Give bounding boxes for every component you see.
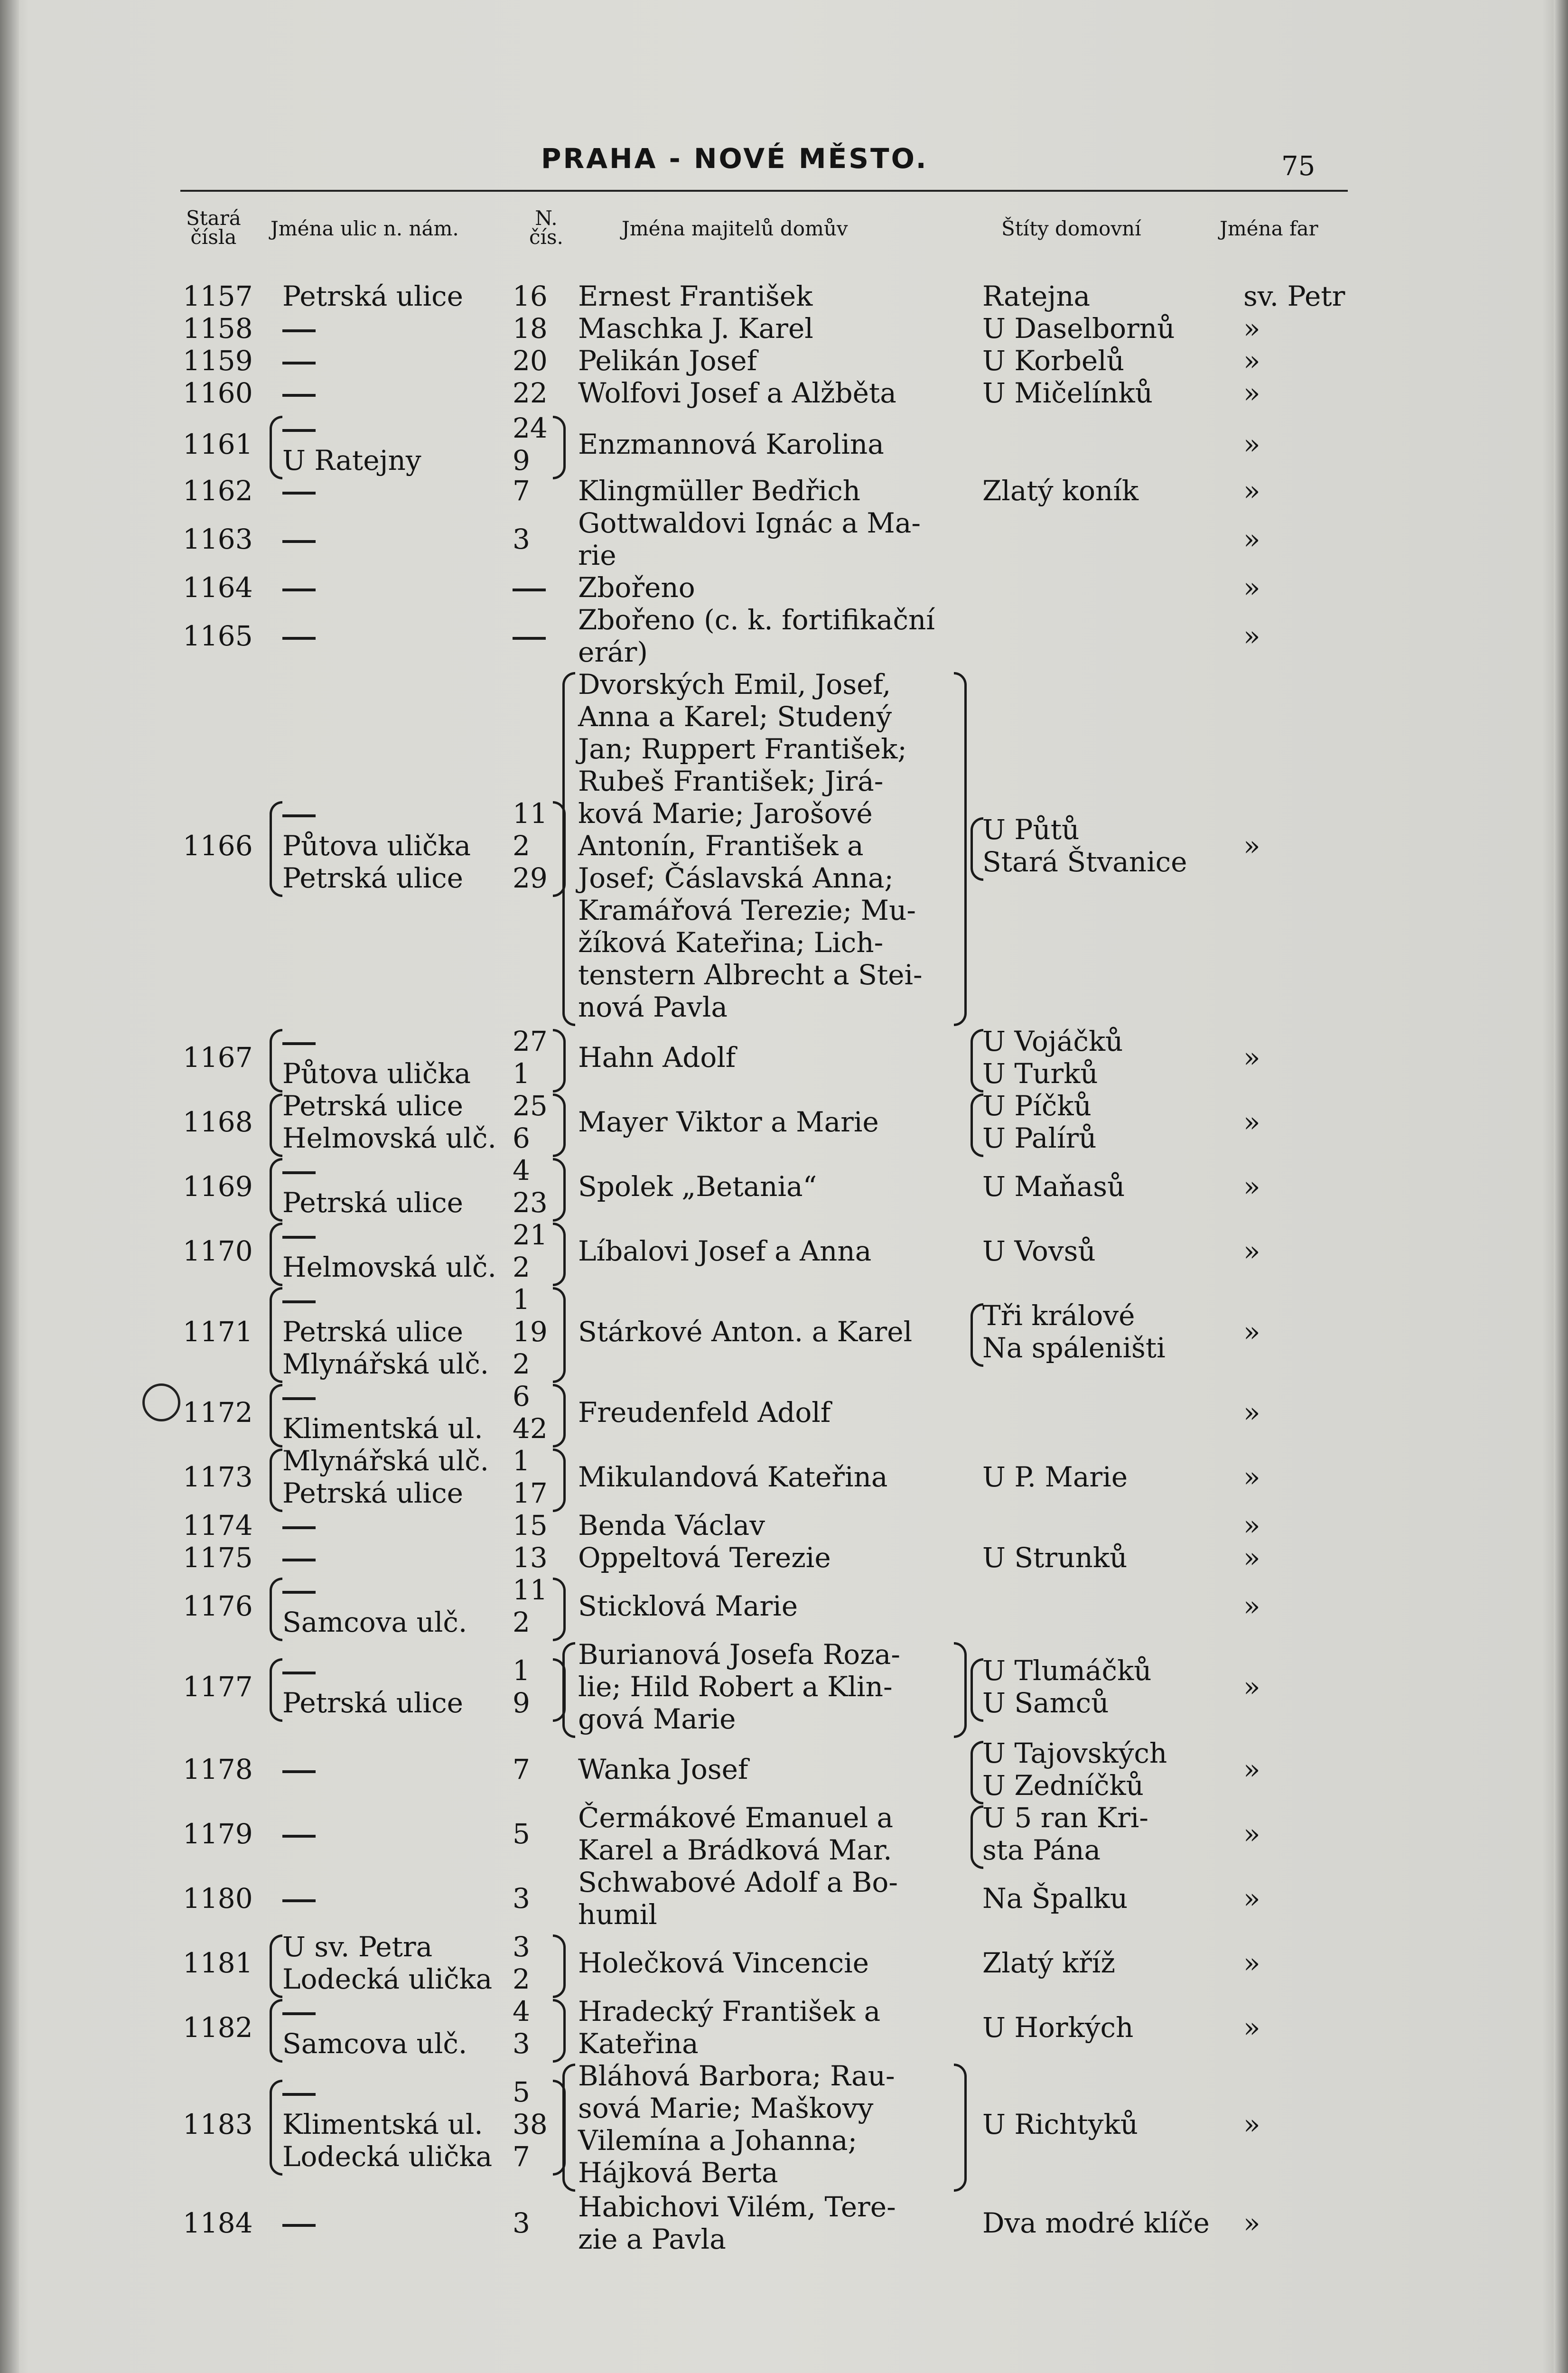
- owner-name: Habichovi Vilém, Tere-: [578, 2191, 896, 2223]
- house-sign: Dva modré klíče: [982, 2207, 1210, 2239]
- house-sign-second: U Zedníčků: [982, 1769, 1144, 1802]
- owner-line: Burianová Josefa Roza-: [578, 1638, 900, 1671]
- owner-line: Jan; Ruppert František;: [578, 733, 907, 765]
- parish-name: »: [1243, 1461, 1260, 1493]
- house-old-number: 1173: [183, 1461, 253, 1493]
- house-old-number: 1162: [183, 475, 253, 507]
- ditto-dash: [282, 1591, 316, 1594]
- house-sign: U Horkých: [982, 2011, 1134, 2044]
- owner-name: Maschka J. Karel: [578, 312, 813, 345]
- house-sign: Na Špalku: [982, 1882, 1128, 1915]
- ditto-dash: [282, 2093, 316, 2096]
- house-number: 7: [513, 475, 530, 507]
- street-brace: [270, 1384, 282, 1448]
- street-name: Helmovská ulč.: [282, 1251, 496, 1283]
- house-sign-brace: [971, 1658, 983, 1722]
- street-name: Petrská ulice: [282, 280, 463, 312]
- house-old-number: 1164: [183, 571, 253, 604]
- house-sign-brace: [971, 1093, 983, 1157]
- house-number: 13: [513, 1542, 548, 1574]
- street-name: [282, 1818, 316, 1850]
- street-name: [282, 1154, 316, 1186]
- parish-name: »: [1243, 830, 1260, 862]
- house-old-number: 1184: [183, 2207, 253, 2239]
- ditto-dash: [282, 1171, 316, 1174]
- house-number: 42: [513, 1412, 548, 1445]
- ditto-dash: [513, 637, 546, 640]
- owner-name: Klingmüller Bedřich: [578, 475, 861, 507]
- ditto-dash: [282, 1835, 316, 1838]
- house-number: 6: [513, 1122, 530, 1154]
- owners-brace-left: [562, 672, 575, 1026]
- owner-line: Vilemína a Johanna;: [578, 2124, 858, 2157]
- owner-line: Josef; Čáslavská Anna;: [578, 862, 894, 894]
- owner-name: Čermákové Emanuel a: [578, 1802, 894, 1834]
- owner-name: Enzmannová Karolina: [578, 428, 884, 460]
- parish-name: »: [1243, 1753, 1260, 1785]
- street-name: [282, 377, 316, 409]
- owner-name: Sticklová Marie: [578, 1590, 798, 1622]
- owner-line: žíková Kateřina; Lich-: [578, 926, 884, 959]
- house-sign: U P. Marie: [982, 1461, 1128, 1493]
- parish-name: »: [1243, 620, 1260, 652]
- street-name: U sv. Petra: [282, 1931, 433, 1963]
- house-old-number: 1157: [183, 280, 253, 312]
- owner-line: Rubeš František; Jirá-: [578, 765, 884, 797]
- parish-name: »: [1243, 1818, 1260, 1850]
- house-number: 24: [513, 412, 548, 444]
- house-old-number: 1169: [183, 1170, 253, 1203]
- house-number: 6: [513, 1380, 530, 1412]
- house-sign: U 5 ran Kri-: [982, 1802, 1148, 1834]
- ditto-dash: [282, 2224, 316, 2227]
- house-sign-brace: [971, 1741, 983, 1804]
- street-name: Samcova ulč.: [282, 1606, 467, 1638]
- street-name: Půtova ulička: [282, 1057, 471, 1090]
- house-old-number: 1179: [183, 1818, 253, 1850]
- parish-name: »: [1243, 312, 1260, 345]
- owner-line: tenstern Albrecht a Stei-: [578, 959, 923, 991]
- house-number: 27: [513, 1025, 548, 1057]
- owner-name-continued: erár): [578, 636, 648, 668]
- house-sign: Ratejna: [982, 280, 1091, 312]
- street-name: [282, 1995, 316, 2027]
- owner-name-continued: rie: [578, 539, 616, 571]
- owner-name: Wolfovi Josef a Alžběta: [578, 377, 896, 409]
- house-number: 3: [513, 2027, 530, 2060]
- ditto-dash: [282, 637, 316, 640]
- house-number: 25: [513, 1090, 548, 1122]
- house-sign: U Půtů: [982, 813, 1080, 846]
- house-sign-brace: [971, 817, 983, 881]
- street-name: Petrská ulice: [282, 1186, 463, 1219]
- street-name: [282, 1574, 316, 1606]
- street-name: Helmovská ulč.: [282, 1122, 496, 1154]
- owner-name: Mayer Viktor a Marie: [578, 1106, 879, 1138]
- street-brace: [270, 416, 282, 479]
- parish-name: »: [1243, 523, 1260, 555]
- street-brace: [270, 1158, 282, 1222]
- house-sign-second: U Samců: [982, 1687, 1109, 1719]
- owner-line: sová Marie; Maškovy: [578, 2092, 874, 2124]
- house-number-brace: [553, 1934, 566, 1998]
- parish-name: »: [1243, 2011, 1260, 2044]
- street-name: Mlynářská ulč.: [282, 1348, 489, 1380]
- owner-name: Benda Václav: [578, 1509, 765, 1542]
- owner-name: Spolek „Betania“: [578, 1170, 817, 1203]
- street-brace: [270, 1578, 282, 1641]
- parish-name: »: [1243, 377, 1260, 409]
- street-name: Samcova ulč.: [282, 2027, 467, 2060]
- owner-name: Zbořeno (c. k. fortifikační: [578, 604, 935, 636]
- house-number: 3: [513, 1931, 530, 1963]
- house-sign: U Korbelů: [982, 345, 1125, 377]
- house-sign: U Richtyků: [982, 2108, 1138, 2140]
- street-brace: [270, 1287, 282, 1383]
- parish-name: »: [1243, 428, 1260, 460]
- house-number: 2: [513, 1963, 530, 1995]
- street-brace: [270, 1093, 282, 1157]
- house-number-brace: [553, 1158, 566, 1222]
- ditto-dash: [282, 1672, 316, 1674]
- owner-name: Holečková Vincencie: [578, 1947, 869, 1979]
- owner-name-continued: Karel a Brádková Mar.: [578, 1834, 892, 1866]
- house-number: 16: [513, 280, 548, 312]
- street-name: Petrská ulice: [282, 1090, 463, 1122]
- header-rule: [180, 190, 1348, 192]
- street-brace: [270, 1934, 282, 1998]
- owner-name: Ernest František: [578, 280, 813, 312]
- street-name: [282, 345, 316, 377]
- street-brace: [270, 2080, 282, 2176]
- parish-name: »: [1243, 2108, 1260, 2140]
- ditto-dash: [282, 429, 316, 432]
- house-number: 1: [513, 1283, 530, 1316]
- house-number: 18: [513, 312, 548, 345]
- owners-brace-left: [562, 2064, 575, 2192]
- house-number-brace: [553, 1029, 566, 1093]
- owner-line: lie; Hild Robert a Klin-: [578, 1671, 893, 1703]
- ditto-dash: [513, 589, 546, 591]
- house-old-number: 1161: [183, 428, 253, 460]
- street-name: Petrská ulice: [282, 1477, 463, 1509]
- house-number: 7: [513, 1753, 530, 1785]
- house-number-brace: [553, 1448, 566, 1512]
- street-name: Petrská ulice: [282, 862, 463, 894]
- owner-name: Gottwaldovi Ignác a Ma-: [578, 507, 921, 539]
- house-number-brace: [553, 1384, 566, 1448]
- parish-name: »: [1243, 2207, 1260, 2239]
- house-number: 15: [513, 1509, 548, 1542]
- parish-name: »: [1243, 1396, 1260, 1429]
- owner-name: Líbalovi Josef a Anna: [578, 1235, 872, 1267]
- house-sign: U Vovsů: [982, 1235, 1096, 1267]
- house-number: 1: [513, 1445, 530, 1477]
- street-name: [282, 412, 316, 444]
- house-number: [513, 620, 546, 652]
- street-name: [282, 1542, 316, 1574]
- ditto-dash: [282, 1526, 316, 1529]
- house-number: 20: [513, 345, 548, 377]
- house-old-number: 1166: [183, 830, 253, 862]
- house-number: 2: [513, 1251, 530, 1283]
- street-brace: [270, 1223, 282, 1286]
- parish-name: »: [1243, 571, 1260, 604]
- house-sign-brace: [971, 1029, 983, 1093]
- owner-line: Bláhová Barbora; Rau-: [578, 2060, 895, 2092]
- house-old-number: 1160: [183, 377, 253, 409]
- owner-name: Mikulandová Kateřina: [578, 1461, 888, 1493]
- street-brace: [270, 801, 282, 897]
- house-sign-second: U Turků: [982, 1057, 1098, 1090]
- owner-name: Zbořeno: [578, 571, 695, 604]
- house-sign-second: Stará Štvanice: [982, 846, 1187, 878]
- house-number: 5: [513, 1818, 530, 1850]
- house-number: 3: [513, 2207, 530, 2239]
- house-number: 5: [513, 2076, 530, 2108]
- owner-line: Hájková Berta: [578, 2157, 778, 2189]
- house-sign-second: sta Pána: [982, 1834, 1101, 1866]
- ditto-dash: [282, 1042, 316, 1045]
- owner-name: Hradecký František a: [578, 1995, 881, 2027]
- parish-name: »: [1243, 1041, 1260, 1074]
- ditto-dash: [282, 540, 316, 543]
- owner-line: gová Marie: [578, 1703, 736, 1735]
- parish-name: »: [1243, 1235, 1260, 1267]
- street-brace: [270, 1999, 282, 2063]
- ditto-dash: [282, 1236, 316, 1239]
- house-old-number: 1183: [183, 2108, 253, 2140]
- house-number: 29: [513, 862, 548, 894]
- column-header-house-signs: Štíty domovní: [1001, 217, 1141, 240]
- house-old-number: 1175: [183, 1542, 253, 1574]
- owner-name: Oppeltová Terezie: [578, 1542, 831, 1574]
- house-number: 21: [513, 1219, 548, 1251]
- street-name: Mlynářská ulč.: [282, 1445, 489, 1477]
- house-number-brace: [553, 1999, 566, 2063]
- street-name: [282, 1509, 316, 1542]
- house-old-number: 1159: [183, 345, 253, 377]
- street-name: [282, 312, 316, 345]
- owners-brace-right: [954, 2064, 967, 2192]
- ditto-dash: [282, 394, 316, 397]
- house-sign: U Mičelínků: [982, 377, 1153, 409]
- ditto-dash: [282, 1300, 316, 1303]
- owner-name: Wanka Josef: [578, 1753, 748, 1785]
- parish-name: »: [1243, 1509, 1260, 1542]
- ditto-dash: [282, 1770, 316, 1773]
- parish-name: »: [1243, 1106, 1260, 1138]
- page-number: 75: [1281, 151, 1316, 182]
- column-header-owners: Jména majitelů domův: [622, 217, 848, 240]
- parish-name: »: [1243, 1170, 1260, 1203]
- ditto-dash: [282, 329, 316, 332]
- ditto-dash: [282, 814, 316, 817]
- house-old-number: 1174: [183, 1509, 253, 1542]
- house-number-brace: [553, 1093, 566, 1157]
- ditto-dash: [282, 492, 316, 495]
- house-number: 1: [513, 1654, 530, 1687]
- owner-name: Stárkové Anton. a Karel: [578, 1316, 913, 1348]
- scan-left-edge: [0, 0, 19, 2373]
- parish-name: »: [1243, 475, 1260, 507]
- house-old-number: 1178: [183, 1753, 253, 1785]
- street-name: [282, 1219, 316, 1251]
- owners-brace-right: [954, 672, 967, 1026]
- street-name: U Ratejny: [282, 444, 421, 476]
- street-name: [282, 1025, 316, 1057]
- house-sign: U Maňasů: [982, 1170, 1125, 1203]
- parish-name: »: [1243, 1947, 1260, 1979]
- owner-name-continued: humil: [578, 1898, 657, 1931]
- house-sign: U Tlumáčků: [982, 1654, 1152, 1687]
- owner-line: Anna a Karel; Studený: [578, 701, 892, 733]
- house-sign-second: U Palírů: [982, 1122, 1097, 1154]
- street-brace: [270, 1658, 282, 1722]
- owner-name-continued: Kateřina: [578, 2027, 699, 2060]
- house-sign-second: Na spáleništi: [982, 1332, 1166, 1364]
- house-old-number: 1172: [183, 1396, 253, 1429]
- house-number-brace: [553, 416, 566, 479]
- street-brace: [270, 1029, 282, 1093]
- house-old-number: 1165: [183, 620, 253, 652]
- house-number: 11: [513, 797, 548, 830]
- house-number: 38: [513, 2108, 548, 2140]
- ditto-dash: [282, 362, 316, 364]
- owner-line: Antonín, František a: [578, 830, 864, 862]
- owner-line: Kramářová Terezie; Mu-: [578, 894, 916, 926]
- owner-name: Pelikán Josef: [578, 345, 757, 377]
- column-header-house-number: N. čís.: [529, 206, 563, 249]
- page-title: PRAHA - NOVÉ MĚSTO.: [541, 142, 928, 175]
- parish-name: »: [1243, 1590, 1260, 1622]
- owner-line: nová Pavla: [578, 991, 728, 1023]
- street-name: [282, 571, 316, 604]
- parish-name: »: [1243, 1882, 1260, 1915]
- owner-line: ková Marie; Jarošové: [578, 797, 873, 830]
- house-number: 17: [513, 1477, 548, 1509]
- parish-name: »: [1243, 1671, 1260, 1703]
- street-name: Půtova ulička: [282, 830, 471, 862]
- ditto-dash: [282, 589, 316, 591]
- house-number: 2: [513, 1606, 530, 1638]
- owner-line: Dvorských Emil, Josef,: [578, 668, 891, 701]
- pencil-mark-circle: [142, 1383, 180, 1421]
- street-brace: [270, 1448, 282, 1512]
- street-name: [282, 2076, 316, 2108]
- house-number: 2: [513, 1348, 530, 1380]
- house-number-brace: [553, 1287, 566, 1383]
- street-name: Lodecká ulička: [282, 1963, 493, 1995]
- street-name: [282, 1380, 316, 1412]
- house-number: 19: [513, 1316, 548, 1348]
- street-name: [282, 797, 316, 830]
- house-sign: U Daselbornů: [982, 312, 1175, 345]
- house-number: 1: [513, 1057, 530, 1090]
- ditto-dash: [282, 1397, 316, 1400]
- parish-name: »: [1243, 345, 1260, 377]
- owner-name: Freudenfeld Adolf: [578, 1396, 831, 1429]
- ditto-dash: [282, 1559, 316, 1561]
- parish-name: »: [1243, 1316, 1260, 1348]
- street-name: Petrská ulice: [282, 1687, 463, 1719]
- owner-name-continued: zie a Pavla: [578, 2223, 726, 2255]
- house-old-number: 1170: [183, 1235, 253, 1267]
- column-header-street: Jména ulic n. nám.: [271, 217, 459, 240]
- house-number: [513, 571, 546, 604]
- house-sign: U Strunků: [982, 1542, 1128, 1574]
- street-name: Lodecká ulička: [282, 2140, 493, 2173]
- owners-brace-right: [954, 1642, 967, 1738]
- house-old-number: 1177: [183, 1671, 253, 1703]
- street-name: [282, 2207, 316, 2239]
- column-header-parish: Jména far: [1220, 217, 1318, 240]
- house-number: 3: [513, 1882, 530, 1915]
- house-number: 23: [513, 1186, 548, 1219]
- street-name: [282, 1882, 316, 1915]
- street-name: [282, 1753, 316, 1785]
- street-name: Klimentská ul.: [282, 2108, 483, 2140]
- street-name: Petrská ulice: [282, 1316, 463, 1348]
- owner-name: Hahn Adolf: [578, 1041, 736, 1074]
- house-number: 2: [513, 830, 530, 862]
- house-sign: Tři králové: [982, 1299, 1135, 1332]
- scan-right-edge: [1554, 0, 1568, 2373]
- house-number: 22: [513, 377, 548, 409]
- house-number: 3: [513, 523, 530, 555]
- house-old-number: 1168: [183, 1106, 253, 1138]
- street-name: [282, 475, 316, 507]
- house-sign: U Píčků: [982, 1090, 1092, 1122]
- parish-name: »: [1243, 1542, 1260, 1574]
- house-number: 9: [513, 444, 530, 476]
- owner-name: Schwabové Adolf a Bo-: [578, 1866, 898, 1898]
- parish-name: sv. Petr: [1243, 280, 1345, 312]
- house-sign: U Tajovských: [982, 1737, 1167, 1769]
- house-number: 4: [513, 1995, 530, 2027]
- street-name: Klimentská ul.: [282, 1412, 483, 1445]
- house-sign-brace: [971, 1805, 983, 1869]
- ditto-dash: [282, 2012, 316, 2015]
- house-sign: U Vojáčků: [982, 1025, 1123, 1057]
- street-name: [282, 1654, 316, 1687]
- house-old-number: 1167: [183, 1041, 253, 1074]
- street-name: [282, 523, 316, 555]
- ditto-dash: [282, 1899, 316, 1902]
- house-number-brace: [553, 1223, 566, 1286]
- house-old-number: 1163: [183, 523, 253, 555]
- house-old-number: 1181: [183, 1947, 253, 1979]
- street-name: [282, 620, 316, 652]
- house-old-number: 1176: [183, 1590, 253, 1622]
- house-number: 4: [513, 1154, 530, 1186]
- house-number: 7: [513, 2140, 530, 2173]
- house-old-number: 1182: [183, 2011, 253, 2044]
- house-number: 9: [513, 1687, 530, 1719]
- house-sign: Zlatý kříž: [982, 1947, 1115, 1979]
- column-header-old-number: Stará čísla: [186, 206, 241, 249]
- house-old-number: 1171: [183, 1316, 253, 1348]
- house-sign-brace: [971, 1303, 983, 1367]
- owners-brace-left: [562, 1642, 575, 1738]
- street-name: [282, 1283, 316, 1316]
- house-old-number: 1180: [183, 1882, 253, 1915]
- house-number-brace: [553, 1578, 566, 1641]
- house-sign: Zlatý koník: [982, 475, 1139, 507]
- house-old-number: 1158: [183, 312, 253, 345]
- house-number: 11: [513, 1574, 548, 1606]
